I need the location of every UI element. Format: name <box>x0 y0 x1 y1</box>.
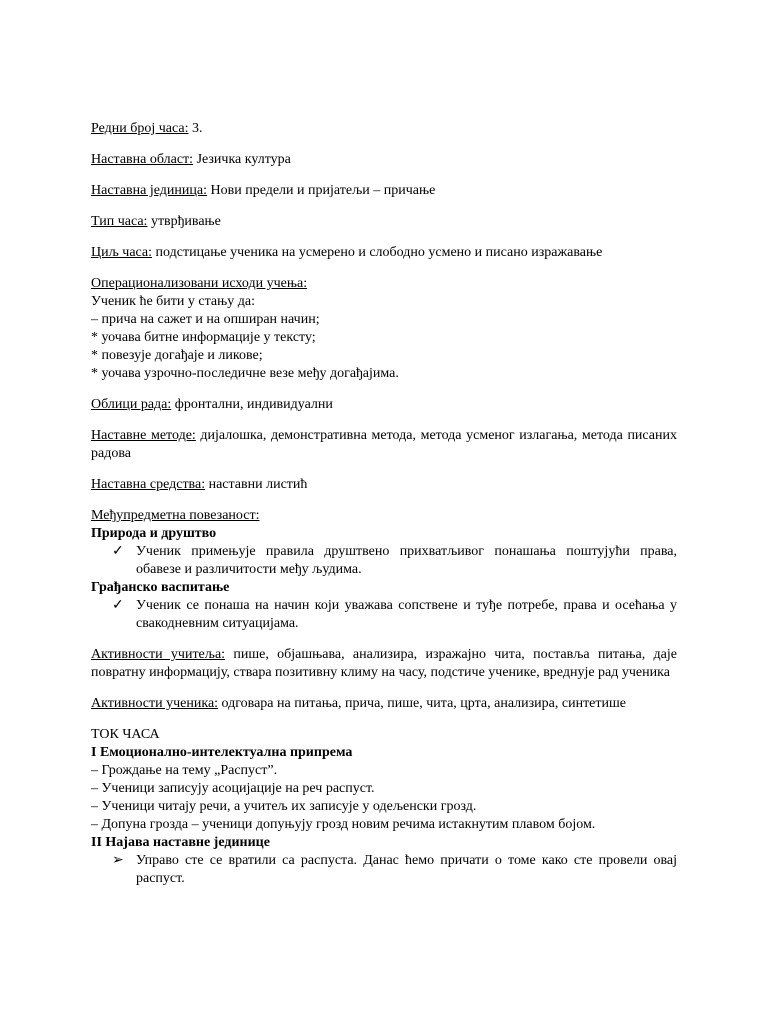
field-label: Међупредметна повезаност: <box>91 508 260 523</box>
subject-title: Грађанско васпитање <box>91 580 230 595</box>
field-label: Наставна област: <box>91 152 194 167</box>
flow-line: – Ученици читају речи, а учитељ их записује у одељенски грозд. <box>91 799 477 814</box>
field-label: Наставне методе: <box>91 428 196 443</box>
outcome-line: – прича на сажет и на опширан начин; <box>91 312 320 327</box>
area-row <box>91 151 677 169</box>
outcome-line: Ученик ће бити у стању да: <box>91 294 255 309</box>
field-label: Редни број часа: <box>91 121 189 136</box>
field-label: Наставна средства: <box>91 477 206 492</box>
document-page <box>91 120 677 888</box>
field-value: подстицање ученика на усмерено и слободно усмено и писано изражавање <box>152 245 603 260</box>
field-value: 3. <box>188 121 203 136</box>
field-value: Нови предели и пријатељи – причање <box>206 183 436 198</box>
checklist-text: Ученик се понаша на начин који уважава сопствене и туђе потребе, права и осећања у свакодневним ситуацијама. <box>136 598 677 631</box>
field-label: Циљ часа: <box>91 245 153 260</box>
outcome-line: * уочава узрочно-последичне везе међу догађајима. <box>91 366 399 381</box>
student-activities-row <box>91 695 677 713</box>
arrow-bullet-icon: ➢ <box>112 853 124 868</box>
subject-title: Природа и друштво <box>91 526 217 541</box>
field-value: Језичка култура <box>193 152 291 167</box>
lesson-flow-section <box>91 726 677 888</box>
goal-row <box>91 244 677 262</box>
field-value: дијалошка, демонстративна метода, метода усменог излагања, метода писаних радова <box>91 428 678 461</box>
part-heading: II Најава наставне јединице <box>91 835 270 850</box>
outcome-line: * повезује догађаје и ликове; <box>91 348 263 363</box>
interdisciplinary-section <box>91 507 677 633</box>
field-value: наставни листић <box>205 477 308 492</box>
field-label: Облици рада: <box>91 397 172 412</box>
field-value: фронтални, индивидуални <box>171 397 333 412</box>
field-label: Операционализовани исходи учења: <box>91 276 308 291</box>
field-value: утврђивање <box>147 214 221 229</box>
checklist-text: Ученик примењује правила друштвено прихватљивог понашања поштујући права, обавезе и различитости међу људима. <box>136 544 677 577</box>
materials-row <box>91 476 677 494</box>
arrow-item-text: Управо сте се вратили са распуста. Данас ћемо причати о томе како сте провели овај распуст. <box>136 853 677 886</box>
unit-row <box>91 182 677 200</box>
flow-line: – Допуна грозда – ученици допуњују грозд новим речима истакнутим плавом бојом. <box>91 817 596 832</box>
lesson-number-row <box>91 120 677 138</box>
part-heading: I Емоционално-интелектуална припрема <box>91 745 353 760</box>
outcomes-section <box>91 275 677 383</box>
checkmark-icon: ✓ <box>112 544 124 559</box>
checklist-item <box>91 543 677 579</box>
lesson-flow-title: ТОК ЧАСА <box>91 727 160 742</box>
field-value: пише, објашњава, анализира, изражајно чита, поставља питања, даје повратну информацију, ствара позитивну климу на часу, подстиче ученике, вреднује рад ученика <box>91 647 677 680</box>
checkmark-icon: ✓ <box>112 598 124 613</box>
arrow-item <box>91 852 677 888</box>
outcome-line: * уочава битне информације у тексту; <box>91 330 316 345</box>
field-label: Тип часа: <box>91 214 148 229</box>
field-label: Наставна јединица: <box>91 183 207 198</box>
field-value: одговара на питања, прича, пише, чита, црта, анализира, синтетише <box>218 696 627 711</box>
methods-row <box>91 427 677 463</box>
forms-row <box>91 396 677 414</box>
flow-line: – Грождање на тему „Распуст”. <box>91 763 278 778</box>
field-label: Активности ученика: <box>91 696 219 711</box>
flow-line: – Ученици записују асоцијације на реч распуст. <box>91 781 375 796</box>
teacher-activities-row <box>91 646 677 682</box>
field-label: Активности учитеља: <box>91 647 226 662</box>
type-row <box>91 213 677 231</box>
checklist-item <box>91 597 677 633</box>
